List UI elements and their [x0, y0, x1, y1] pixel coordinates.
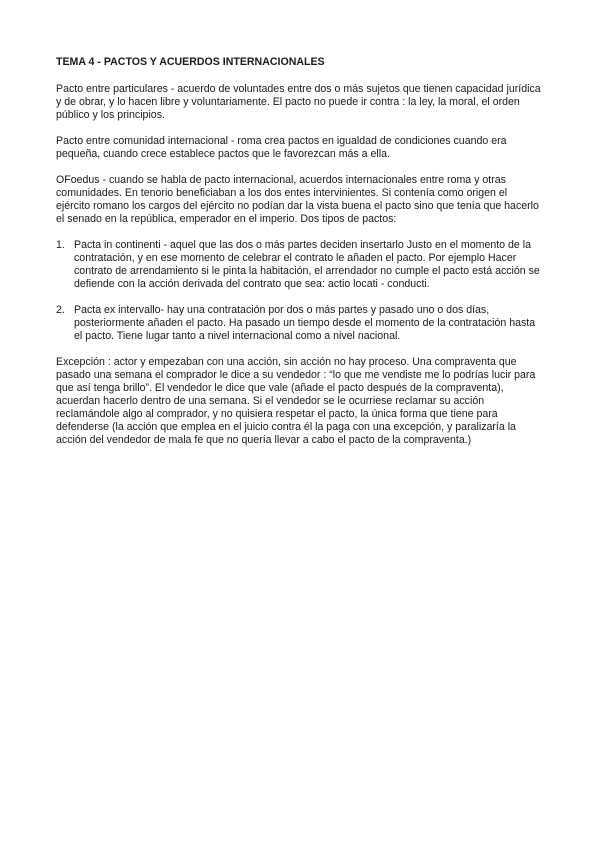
document-title: TEMA 4 - PACTOS Y ACUERDOS INTERNACIONALES: [56, 56, 325, 68]
list-item-text: Pacta ex intervallo- hay una contratación por dos o más partes y pasado uno o dos días, posteriormente añaden el pacto. Ha pasado un tiempo desde el momento de la contratación hasta el pacto. Tiene lugar tanto a nivel internacional como a nivel nacional.: [74, 304, 536, 342]
paragraph-excepcion: Excepción : actor y empezaban con una acción, sin acción no hay proceso. Una compraventa que pasado una semana el comprador le dice a su vendedor : “lo que me vendiste me lo podrías lucir para que así tenga brillo”. El vendedor le dice que vale (añade el pacto después de la compraventa), acuerdan hacerlo dentro de una semana. Si el vendedor se le ocurriese reclamar su acción reclamándole algo al comprador, y no quisiera respetar el pacto, la única forma que tiene para defenderse (la acción que emplea en el juicio contra él la paga con una excepción, y paralizaría la acción del vendedor de mala fe que no quería llevar a cabo el pacto de la compraventa.): [56, 356, 536, 446]
list-item: [56, 239, 542, 291]
list-item-text: Pacta in continenti - aquel que las dos o más partes deciden insertarlo Justo en el momento de la contratación, y en ese momento de celebrar el contrato le añaden el pacto. Por ejemplo Hacer contrato de arrendamiento si le pinta la habitación, el arrendador no cumple el pacto está acción se defiende con la acción derivada del contrato que sea: actio locati - conducti.: [74, 239, 540, 290]
list-item: [56, 304, 542, 343]
document-page: [56, 56, 542, 460]
list-item-number: 1.: [56, 239, 65, 251]
paragraph-foedus: OFoedus - cuando se habla de pacto internacional, acuerdos internacionales entre roma y otras comunidades. En tenorio beneficiaban a los dos entes intervinientes. Si contenía como origen el ejército romano los cargos del ejército no podían dar la vista buena el pacto sino que tenía que hacerlo el senado en la república, emperador en el imperio. Dos tipos de pactos:: [56, 174, 539, 225]
list-item-number: 2.: [56, 304, 65, 316]
paragraph-comunidad-internacional: Pacto entre comunidad internacional - roma crea pactos en igualdad de condiciones cuando era pequeña, cuando crece establece pactos que le favorezcan más a ella.: [56, 135, 507, 160]
paragraph-particulares: Pacto entre particulares - acuerdo de voluntades entre dos o más sujetos que tienen capacidad jurídica y de obrar, y lo hacen libre y voluntariamente. El pacto no puede ir contra : la ley, la moral, el orden público y los principios.: [56, 83, 541, 121]
pactos-list: [56, 239, 542, 343]
